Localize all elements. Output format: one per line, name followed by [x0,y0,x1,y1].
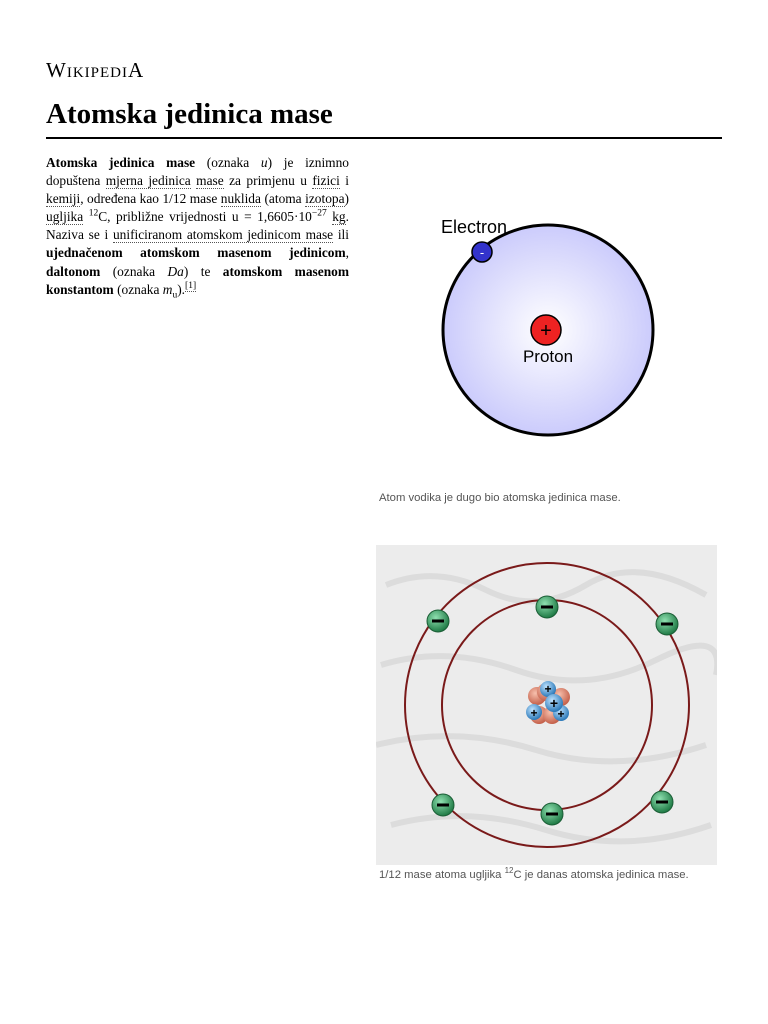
proton-label: Proton [522,347,574,366]
figure-caption-carbon: 1/12 mase atoma ugljika $^{12}$C je danas atomska jedinica mase. [379,866,689,881]
intro-paragraph: Atomska jedinica mase (oznaka u) je iznimno dopuštena mjerna jedinica mase za primjenu u fizici i kemiji, određena kao 1/12 mase nuklida (atoma izotopa) ugljika $^{12}$C, približne vrijednosti $u = 1,6605\cdot 10^{-27}$ kg. Naziva se i unificiranom atomskom jedinicom mase ili ujednačenom atomskom masenom jedinicom, daltonom (oznaka Da) te atomskom masenom konstantom (oznaka $m_u).[1]$ [46,155,350,301]
link-ugljika[interactable]: ugljika [46,209,84,225]
electron [541,803,563,825]
electron [651,791,673,813]
link-kemiji[interactable]: kemiji [46,191,81,207]
link-mjerna-jedinica[interactable]: mjerna jedinica [105,173,191,189]
hydrogen-atom-diagram[interactable] [415,205,680,445]
electron [432,794,454,816]
link-nuklida[interactable]: nuklida [220,191,261,207]
electron [536,596,558,618]
link-izotopa[interactable]: izotopa [305,191,345,207]
title-divider [46,137,722,139]
link-mase[interactable]: mase [196,173,224,189]
electron-label: Electron [441,217,508,237]
link-unificiranom-atomskom-jedinicom-mase[interactable]: unificiranom atomskom jedinicom mase [112,227,334,243]
electron [427,610,449,632]
link-kg[interactable]: kg [332,209,346,225]
reference-link[interactable]: [1] [185,281,197,292]
wikipedia-wordmark[interactable]: WIKIPEDIA [46,58,145,82]
page-title: Atomska jedinica mase [46,98,333,130]
electron [656,613,678,635]
figure-caption-hydrogen: Atom vodika je dugo bio atomska jedinica mase. [379,492,621,504]
proton-plus: + [557,707,565,721]
proton-sign: + [540,320,552,342]
proton-plus: + [530,706,538,720]
electron-sign: - [479,245,485,260]
proton-plus: + [544,682,552,696]
proton-plus: + [549,695,559,711]
carbon-atom-diagram[interactable] [376,545,717,865]
link-fizici[interactable]: fizici [312,173,340,189]
